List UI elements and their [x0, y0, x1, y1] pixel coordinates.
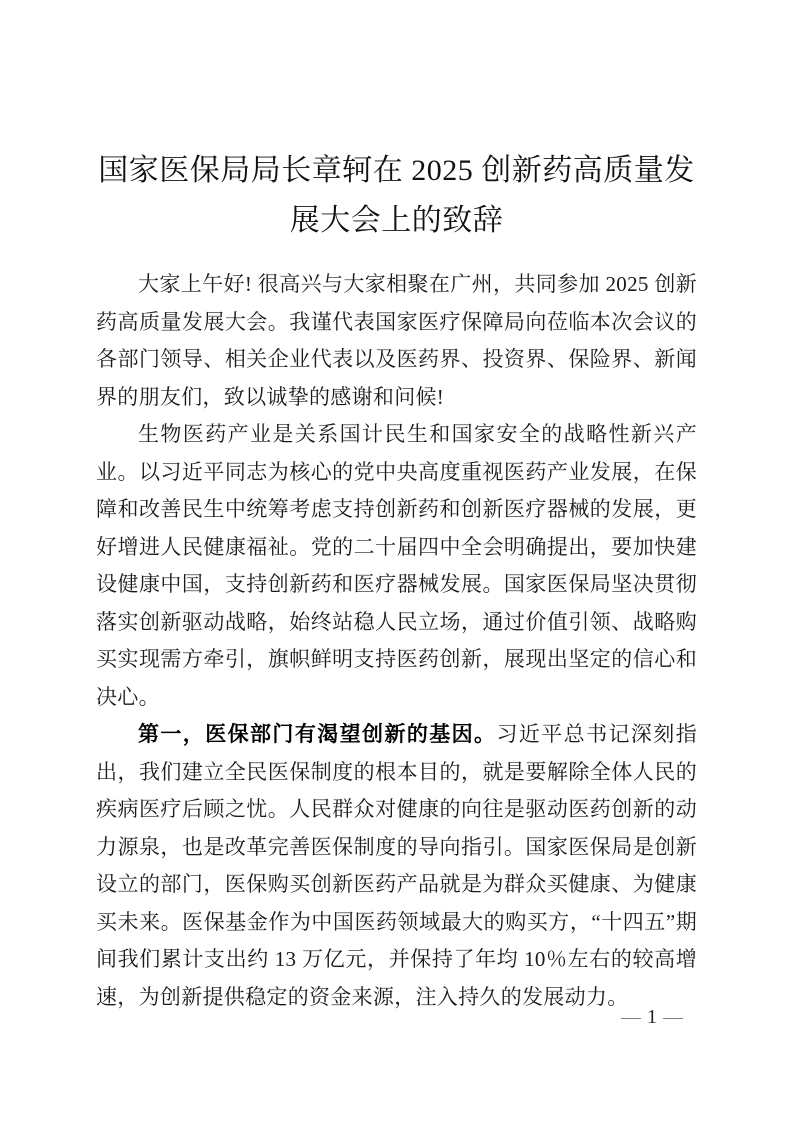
document-title: 国家医保局局长章轲在 2025 创新药高质量发展大会上的致辞 [98, 154, 695, 237]
paragraph-greeting [96, 266, 697, 416]
paragraph-text: 大家上午好! 很高兴与大家相聚在广州，共同参加 2025 创新药高质量发展大会。我谨代表国家医疗保障局向莅临本次会议的各部门领导、相关企业代表以及医药界、投资界、保险界、新闻界的朋友们，致以诚挚的感谢和问候! [96, 272, 697, 409]
page-number-right-dash: — [663, 1006, 683, 1028]
paragraph-text: 习近平总书记深刻指出，我们建立全民医保制度的根本目的，就是要解除全体人民的疾病医疗后顾之忧。人民群众对健康的向往是驱动医药创新的动力源泉，也是改革完善医保制度的导向指引。国家医保局是创新设立的部门，医保购买创新医药产品就是为群众买健康、为健康买未来。医保基金作为中国医药领域最大的购买方，“十四五”期间我们累计支出约 13 万亿元，并保持了年均 10％左右的较高增速，为创新提供稳定的资金来源，注入持久的发展动力。 [96, 722, 697, 1009]
document-content [96, 0, 697, 1016]
paragraph-text: 生物医药产业是关系国计民生和国家安全的战略性新兴产业。以习近平同志为核心的党中央高度重视医药产业发展，在保障和改善民生中统筹考虑支持创新药和创新医疗器械的发展，更好增进人民健康福祉。党的二十届四中全会明确提出，要加快建设健康中国，支持创新药和医疗器械发展。国家医保局坚决贯彻落实创新驱动战略，始终站稳人民立场，通过价值引领、战略购买实现需方牵引，旗帜鲜明支持医药创新，展现出坚定的信心和决心。 [96, 422, 697, 709]
paragraph-industry [96, 416, 697, 716]
page-number: 1 [647, 1006, 657, 1028]
paragraph-first-point [96, 716, 697, 1016]
document-body [96, 266, 697, 1016]
page-number-footer [615, 1006, 689, 1029]
page-number-left-dash: — [621, 1006, 641, 1028]
paragraph-lead: 第一，医保部门有渴望创新的基因。 [138, 723, 497, 746]
